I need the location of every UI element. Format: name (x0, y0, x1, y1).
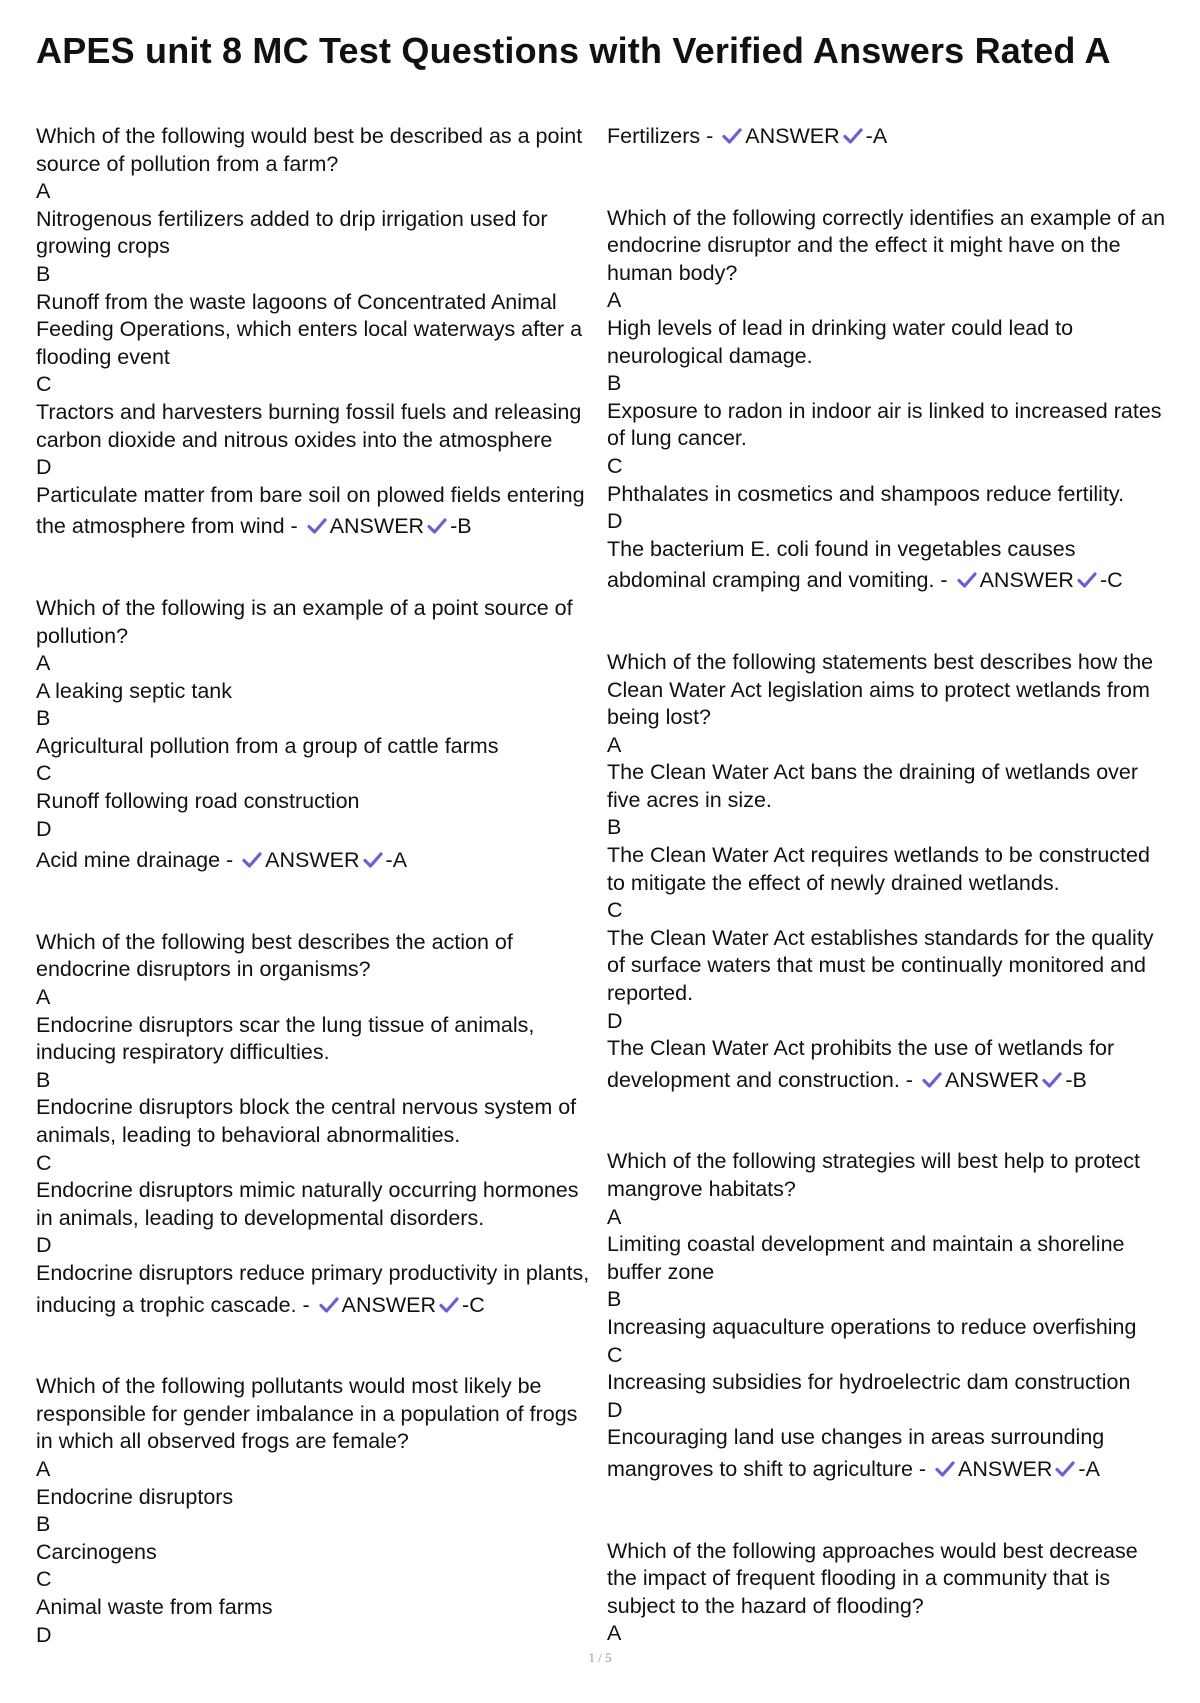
question-text: human body? (607, 260, 738, 285)
option-text: Carcinogens (36, 1539, 157, 1564)
question-text: Which of the following would best be described as a point (36, 124, 583, 148)
answer-label: ANSWER (265, 848, 360, 873)
option-letter: D (36, 1233, 52, 1258)
option-text: Tractors and harvesters burning fossil fuels and releasing (36, 399, 582, 424)
option-text: Animal waste from farms (36, 1594, 273, 1619)
option-text: Nitrogenous fertilizers added to drip irrigation used for (36, 206, 548, 231)
option-text: The Clean Water Act requires wetlands to be constructed (607, 843, 1150, 868)
option-text: neurological damage. (607, 343, 813, 368)
checkmark-icon (363, 851, 383, 869)
option-text: animals, leading to behavioral abnormalities. (36, 1123, 461, 1147)
checkmark-icon (935, 1460, 955, 1478)
checkmark-icon (1077, 571, 1097, 589)
question-text: in which all observed frogs are female? (36, 1429, 409, 1454)
question-text: endocrine disruptor and the effect it might have on the (607, 233, 1121, 258)
answer-line (607, 1456, 1177, 1484)
answer-line (607, 567, 1177, 595)
question-text: Which of the following is an example of a point source of (36, 595, 573, 620)
option-letter: A (607, 1621, 622, 1646)
option-letter: A (607, 1204, 622, 1229)
question-text: source of pollution from a farm? (36, 151, 339, 176)
question-block (607, 649, 1177, 1095)
answer-line (607, 123, 1177, 151)
option-text: growing crops (36, 234, 170, 259)
question-text: Clean Water Act legislation aims to protect wetlands from (607, 677, 1150, 702)
option-text: A leaking septic tank (36, 678, 233, 703)
question-text: being lost? (607, 705, 711, 730)
option-letter: C (607, 453, 623, 478)
option-text: development and construction. - (607, 1067, 913, 1092)
page-number: 1 / 5 (588, 1650, 612, 1665)
option-letter: A (36, 985, 51, 1010)
option-text: carbon dioxide and nitrous oxides into the atmosphere (36, 427, 553, 452)
checkmark-icon (722, 127, 742, 145)
option-text: Endocrine disruptors reduce primary productivity in plants, (36, 1260, 590, 1285)
option-text: mangroves to shift to agriculture - (607, 1456, 927, 1481)
option-text: of surface waters that must be continually monitored and (607, 953, 1146, 978)
question-block (36, 1373, 596, 1649)
answer-line (36, 513, 596, 541)
option-letter: B (36, 1067, 51, 1092)
answer-value: -A (385, 848, 408, 873)
option-text: Fertilizers - (607, 124, 714, 148)
checkmark-icon (307, 517, 327, 535)
option-text: of lung cancer. (607, 426, 747, 451)
option-text: Agricultural pollution from a group of cattle farms (36, 733, 499, 758)
option-text: Phthalates in cosmetics and shampoos reduce fertility. (607, 481, 1125, 506)
checkmark-icon (843, 127, 863, 145)
option-letter: B (607, 371, 622, 396)
checkmark-icon (1055, 1460, 1075, 1478)
question-block (607, 1148, 1177, 1483)
option-text: Endocrine disruptors block the central nervous system of (36, 1095, 577, 1120)
option-text: Particulate matter from bare soil on plowed fields entering (36, 482, 585, 507)
option-letter: B (607, 1287, 622, 1312)
option-text: the atmosphere from wind - (36, 514, 298, 539)
checkmark-icon (319, 1296, 339, 1314)
question-text: Which of the following correctly identifies an example of an (607, 205, 1166, 230)
option-text: Endocrine disruptors scar the lung tissue of animals, (36, 1012, 535, 1037)
option-text: The Clean Water Act establishes standards for the quality (607, 925, 1154, 950)
option-text: reported. (607, 981, 694, 1006)
answer-line (36, 847, 596, 875)
checkmark-icon (957, 571, 977, 589)
option-text: Exposure to radon in indoor air is linked to increased rates (607, 398, 1162, 423)
checkmark-icon (439, 1296, 459, 1314)
option-text: Runoff following road construction (36, 789, 360, 814)
question-text: Which of the following statements best describes how the (607, 649, 1154, 674)
option-text: Runoff from the waste lagoons of Concentrated Animal (36, 289, 557, 314)
option-letter: D (36, 816, 52, 841)
option-letter: D (607, 1008, 623, 1033)
option-letter: D (36, 455, 52, 480)
right-column (607, 123, 1177, 1702)
question-text: endocrine disruptors in organisms? (36, 957, 371, 982)
option-text: five acres in size. (607, 787, 772, 812)
answer-label: ANSWER (958, 1456, 1053, 1481)
option-text: Acid mine drainage - (36, 848, 234, 873)
option-text: Increasing subsidies for hydroelectric dam construction (607, 1370, 1131, 1395)
option-letter: A (36, 179, 51, 204)
option-letter: C (607, 1342, 623, 1367)
answer-label: ANSWER (944, 1067, 1040, 1092)
question-block (607, 205, 1177, 595)
option-text: Feeding Operations, which enters local waterways after a (36, 317, 583, 342)
checkmark-icon (427, 517, 447, 535)
option-text: High levels of lead in drinking water could lead to (607, 315, 1074, 340)
option-text: Encouraging land use changes in areas surrounding (607, 1425, 1105, 1450)
checkmark-icon (242, 851, 262, 869)
option-letter: B (607, 815, 622, 840)
option-text: The bacterium E. coli found in vegetables causes (607, 536, 1076, 561)
page-title: APES unit 8 MC Test Questions with Verified Answers Rated A (36, 30, 1111, 71)
answer-value: -C (1099, 568, 1123, 593)
option-letter: C (607, 898, 623, 923)
question-block (607, 1538, 1177, 1648)
checkmark-icon (922, 1071, 942, 1089)
question-text: Which of the following best describes the action of (36, 929, 513, 954)
question-text: mangrove habitats? (607, 1177, 796, 1201)
option-letter: B (36, 261, 51, 286)
option-text: abdominal cramping and vomiting. - (607, 568, 948, 593)
option-text: buffer zone (607, 1259, 715, 1284)
option-text: flooding event (36, 344, 170, 369)
option-letter: D (607, 1397, 623, 1422)
question-block (607, 123, 1177, 151)
option-text: inducing a trophic cascade. - (36, 1292, 310, 1317)
option-text: The Clean Water Act bans the draining of wetlands over (607, 760, 1139, 785)
answer-label: ANSWER (329, 514, 425, 539)
question-text: the impact of frequent flooding in a community that is (607, 1566, 1111, 1591)
question-text: Which of the following approaches would best decrease (607, 1538, 1138, 1563)
answer-value: -A (1078, 1456, 1100, 1481)
option-text: to mitigate the effect of newly drained wetlands. (607, 870, 1060, 895)
option-text: in animals, leading to developmental disorders. (36, 1205, 485, 1230)
option-letter: C (36, 761, 52, 786)
answer-value: -B (450, 514, 472, 539)
question-text: subject to the hazard of flooding? (607, 1593, 924, 1618)
question-block (36, 123, 596, 541)
answer-label: ANSWER (341, 1292, 437, 1317)
option-letter: B (36, 706, 51, 731)
option-letter: D (607, 509, 623, 534)
question-text: Which of the following strategies will best help to protect (607, 1149, 1140, 1174)
option-letter: B (36, 1512, 51, 1537)
left-column (36, 123, 596, 1703)
answer-line (36, 1292, 596, 1320)
option-letter: A (36, 651, 51, 676)
answer-line (607, 1067, 1177, 1095)
answer-label: ANSWER (979, 568, 1074, 593)
option-text: inducing respiratory difficulties. (36, 1040, 330, 1065)
checkmark-icon (1042, 1071, 1062, 1089)
question-block (36, 929, 596, 1319)
option-letter: D (36, 1622, 52, 1647)
option-letter: C (36, 372, 52, 397)
option-text: Endocrine disruptors (36, 1484, 234, 1509)
option-text: Increasing aquaculture operations to reduce overfishing (607, 1314, 1137, 1339)
option-letter: C (36, 1150, 52, 1175)
option-text: Endocrine disruptors mimic naturally occurring hormones (36, 1178, 579, 1203)
option-text: The Clean Water Act prohibits the use of wetlands for (607, 1036, 1115, 1061)
option-text: Limiting coastal development and maintain a shoreline (607, 1232, 1125, 1257)
answer-value: -B (1065, 1067, 1087, 1092)
question-block (36, 595, 596, 875)
option-letter: A (36, 1456, 51, 1481)
answer-value: -C (462, 1292, 485, 1317)
option-letter: A (607, 732, 622, 757)
question-text: responsible for gender imbalance in a population of frogs (36, 1401, 578, 1426)
question-text: Which of the following pollutants would most likely be (36, 1374, 542, 1399)
option-letter: C (36, 1567, 52, 1592)
option-letter: A (607, 288, 622, 313)
answer-value: -A (865, 124, 888, 148)
answer-label: ANSWER (745, 124, 840, 148)
question-text: pollution? (36, 623, 129, 648)
